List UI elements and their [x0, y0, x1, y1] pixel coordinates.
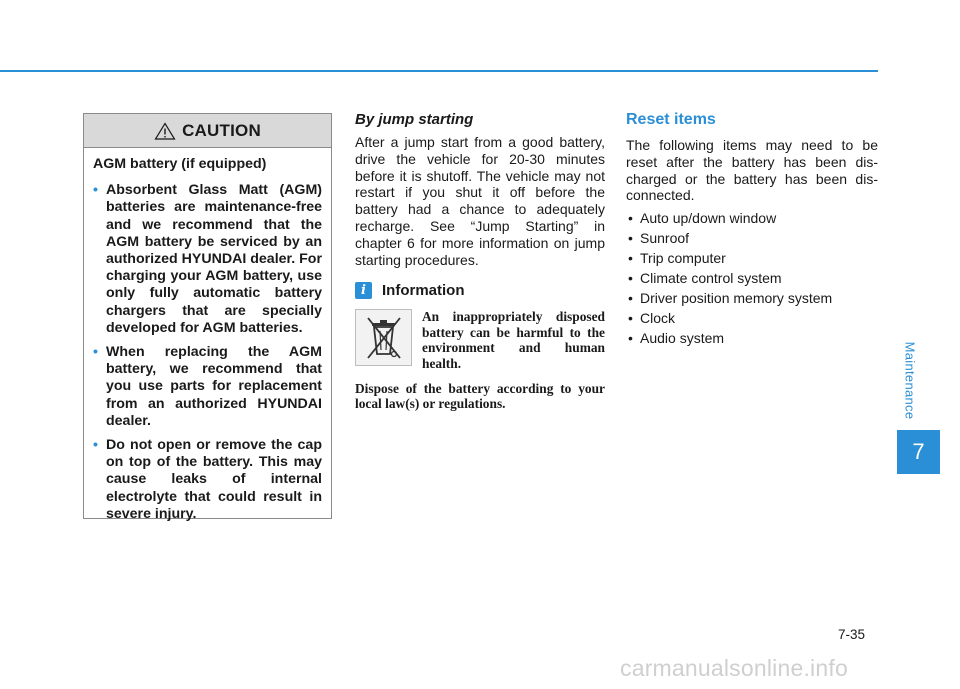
bullet-icon: •	[93, 437, 98, 454]
list-item: • Audio system	[628, 330, 725, 347]
caution-bullet: • Absorbent Glass Matt (AGM) batteries are maintenance-free and we recommend that the AGM battery be serviced by an authorized HYUNDAI dealer. For charging your AGM battery, use only fully automatic battery chargers that are specially developed for AGM batteries.	[93, 182, 322, 336]
bullet-icon: •	[93, 182, 98, 199]
header-rule	[0, 70, 878, 72]
list-item: • Auto up/down window	[628, 210, 777, 227]
page-number: 7-35	[838, 627, 866, 642]
warning-triangle-icon	[154, 122, 176, 140]
jump-start-section	[355, 111, 605, 412]
section-side-label: Maintenance	[902, 341, 918, 419]
list-item: • Climate control system	[628, 270, 782, 287]
jump-start-heading: By jump starting	[355, 111, 474, 128]
caution-title: CAUTION	[182, 120, 261, 140]
reset-items-list	[626, 208, 878, 348]
information-text-2: Dispose of the battery according to your local law(s) or regulations.	[355, 381, 605, 412]
crossed-out-bin-icon	[355, 309, 412, 366]
information-title: Information	[382, 282, 465, 300]
reset-items-heading: Reset items	[626, 111, 716, 128]
reset-items-section	[626, 111, 878, 348]
bullet-icon: •	[93, 344, 98, 361]
list-item: • Clock	[628, 310, 676, 327]
information-text-1: An inappropriately disposed battery can be harmful to the environment and human health.	[422, 309, 605, 371]
list-item: • Trip computer	[628, 250, 726, 267]
chapter-tab: 7	[897, 430, 940, 474]
watermark-text: carmanualsonline.info	[620, 655, 848, 681]
information-row	[355, 309, 605, 371]
information-heading	[355, 282, 605, 299]
caution-header	[84, 114, 331, 148]
list-item: • Sunroof	[628, 230, 690, 247]
caution-subtitle: AGM battery (if equipped)	[93, 156, 267, 172]
caution-bullet: • Do not open or remove the cap on top of the battery. This may cause leaks of internal electrolyte that could result in severe injury.	[93, 437, 322, 522]
info-icon: i	[355, 282, 372, 299]
jump-start-body: After a jump start from a good battery, drive the vehicle for 20-30 minutes before it is shutoff. The vehicle may not restart if you shut it off before the battery had a chance to adequately recharge. See “Jump Starting” in chapter 6 for more information on jump starting procedures.	[355, 134, 605, 268]
caution-body	[84, 148, 331, 523]
caution-box	[83, 113, 332, 522]
list-item: • Driver position memory system	[628, 290, 833, 307]
reset-items-intro: The following items may need to be reset after the battery has been dis-charged or the battery has been dis-connected.	[626, 137, 878, 204]
caution-bullet: • When replacing the AGM battery, we recommend that you use parts for replacement from an authorized HYUNDAI dealer.	[93, 344, 322, 429]
